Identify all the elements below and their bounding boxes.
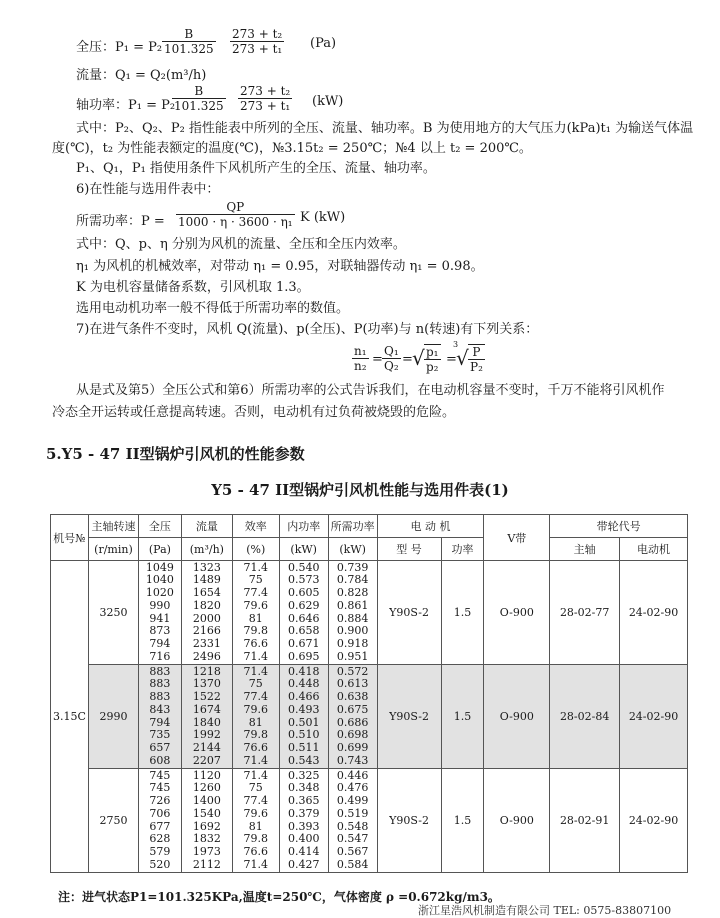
vbelt-cell: O-900 (484, 561, 550, 665)
section-heading: 5.Y5 - 47 II型锅炉引风机的性能参数 (46, 445, 305, 463)
fraction-denominator: 273 + t₁ (232, 42, 283, 56)
header-pressure: 全压 (138, 515, 181, 538)
header-motor-power: 功率 (441, 538, 484, 561)
motor-power-cell: 1.5 (441, 561, 484, 665)
paragraph-line-2: 冷态全开运转或任意提高转速。否则，电动机有过负荷被烧毁的危险。 (52, 405, 456, 420)
fraction-denominator: n₂ (354, 359, 367, 373)
header-machine: 机号№ (51, 515, 89, 561)
text-line-6: η₁ 为风机的机械效率，对带动 η₁ = 0.95，对联轴器传动 η₁ = 0.98。 (76, 259, 484, 274)
table-row (51, 769, 688, 873)
pulley-motor-cell: 24-02-90 (620, 665, 688, 769)
header-motor-model: 型 号 (377, 538, 441, 561)
header-vbelt: V带 (484, 515, 550, 561)
equals-sign: = (372, 352, 383, 367)
pressure-values: 883 883 883 843 794 735 657 608 (138, 665, 181, 769)
cube-root-index: 3 (453, 340, 459, 349)
header-pressure-unit: (Pa) (138, 538, 181, 561)
fraction-numerator: B (184, 27, 194, 41)
text-line-1: 式中：P₂、Q₂、P₂ 指性能表中所列的全压、流量、轴功率。B 为使用地方的大气压力(kPa)t₁ 为输送气体温 (76, 121, 694, 136)
ratio-p (424, 344, 441, 374)
text-line-3: P₁、Q₁，P₁ 指使用条件下风机所产生的全压、流量、轴功率。 (76, 161, 436, 176)
pressure-formula-label: 全压：P₁ = P₂ (76, 40, 163, 55)
motor-model-cell: Y90S-2 (377, 769, 441, 873)
text-line-4: 6)在性能与选用件表中： (76, 182, 220, 197)
paragraph-line-1: 从是式及第5）全压公式和第6）所需功率的公式告诉我们，在电动机容量不变时，千万不能将引风机作 (76, 383, 665, 398)
efficiency-values: 71.4 75 77.4 79.6 81 79.8 76.6 71.4 (232, 665, 279, 769)
internal-power-values: 0.418 0.448 0.466 0.493 0.501 0.510 0.511 0.543 (279, 665, 328, 769)
required-power-values: 0.572 0.613 0.638 0.675 0.686 0.698 0.699 0.743 (328, 665, 377, 769)
machine-number: 3.15C (51, 561, 89, 873)
required-power-values: 0.739 0.784 0.828 0.861 0.884 0.900 0.918 0.951 (328, 561, 377, 665)
ratio-power (468, 344, 485, 374)
header-pulley-main: 主轴 (550, 538, 620, 561)
efficiency-values: 71.4 75 77.4 79.6 81 79.8 76.6 71.4 (232, 561, 279, 665)
sqrt-icon: √ (456, 346, 469, 370)
efficiency-values: 71.4 75 77.4 79.6 81 79.8 76.6 71.4 (232, 769, 279, 873)
text-line-9: 7)在进气条件不变时，风机 Q(流量)、p(全压)、P(功率)与 n(转速)有下列关系： (76, 322, 539, 337)
text-line-8: 选用电动机功率一般不得低于所需功率的数值。 (76, 301, 350, 316)
motor-power-cell: 1.5 (441, 665, 484, 769)
fraction-denominator: 101.325 (164, 42, 214, 56)
speed-cell: 2990 (88, 665, 138, 769)
shaft-unit: (kW) (312, 94, 344, 109)
motor-model-cell: Y90S-2 (377, 561, 441, 665)
fraction-numerator: n₁ (354, 344, 367, 358)
required-power-values: 0.446 0.476 0.499 0.519 0.548 0.547 0.567 0.584 (328, 769, 377, 873)
flow-values: 1218 1370 1522 1674 1840 1992 2144 2207 (181, 665, 232, 769)
header-pulley-motor: 电动机 (620, 538, 688, 561)
header-flow-unit: (m³/h) (181, 538, 232, 561)
header-required-power-unit: (kW) (328, 538, 377, 561)
sqrt-icon: √ (412, 346, 425, 370)
pressure-values: 1049 1040 1020 990 941 873 794 716 (138, 561, 181, 665)
text-line-5: 式中：Q、p、η 分别为风机的流量、全压和全压内效率。 (76, 237, 406, 252)
pressure-fraction-b (162, 27, 216, 56)
pressure-fraction-temp (230, 27, 284, 56)
fraction-denominator: 1000 · η · 3600 · η₁ (178, 215, 293, 229)
fraction-numerator: p₁ (426, 345, 439, 359)
header-speed-unit: (r/min) (88, 538, 138, 561)
ratio-n (352, 344, 369, 373)
shaft-fraction-temp (238, 84, 292, 113)
vbelt-cell: O-900 (484, 665, 550, 769)
flow-values: 1323 1489 1654 1820 2000 2166 2331 2496 (181, 561, 232, 665)
shaft-formula-label: 轴功率：P₁ = P₂ (76, 98, 176, 113)
fraction-numerator: 273 + t₂ (232, 27, 283, 41)
required-formula-tail: K (kW) (300, 210, 346, 225)
fraction-numerator: B (194, 84, 204, 98)
pressure-unit: (Pa) (310, 36, 337, 51)
fraction-denominator: 273 + t₁ (240, 99, 291, 113)
required-formula-label: 所需功率：P = (76, 214, 165, 229)
internal-power-values: 0.325 0.348 0.365 0.379 0.393 0.400 0.414 0.427 (279, 769, 328, 873)
header-speed: 主轴转速 (88, 515, 138, 538)
fraction-numerator: QP (226, 200, 245, 214)
motor-model-cell: Y90S-2 (377, 665, 441, 769)
vbelt-cell: O-900 (484, 769, 550, 873)
fraction-numerator: Q₁ (384, 344, 399, 358)
header-pulley: 带轮代号 (550, 515, 688, 538)
table-row (51, 665, 688, 769)
pulley-main-cell: 28-02-77 (550, 561, 620, 665)
pulley-motor-cell: 24-02-90 (620, 769, 688, 873)
flow-values: 1120 1260 1400 1540 1692 1832 1973 2112 (181, 769, 232, 873)
equals-sign: = (446, 352, 457, 367)
pulley-main-cell: 28-02-84 (550, 665, 620, 769)
header-flow: 流量 (181, 515, 232, 538)
page-footer: 浙江星浩风机制造有限公司 TEL: 0575-83807100 (418, 904, 672, 917)
fraction-denominator: 101.325 (174, 99, 224, 113)
text-line-2: 度(℃)，t₂ 为性能表额定的温度(℃)，№3.15t₂ = 250℃；№4 以上 t₂ = 200℃。 (52, 141, 532, 156)
speed-cell: 3250 (88, 561, 138, 665)
header-required-power: 所需功率 (328, 515, 377, 538)
motor-power-cell: 1.5 (441, 769, 484, 873)
header-efficiency: 效率 (232, 515, 279, 538)
fraction-denominator: P₂ (470, 360, 483, 374)
equals-sign: = (402, 352, 413, 367)
performance-table (50, 514, 688, 873)
ratio-q (382, 344, 401, 373)
pulley-motor-cell: 24-02-90 (620, 561, 688, 665)
shaft-fraction-b (172, 84, 226, 113)
header-efficiency-unit: (%) (232, 538, 279, 561)
table-footnote: 注：进气状态P1=101.325KPa,温度t=250℃，气体密度 ρ =0.672kg/m3。 (58, 890, 500, 904)
header-motor: 电 动 机 (377, 515, 484, 538)
header-internal-power-unit: (kW) (279, 538, 328, 561)
header-internal-power: 内功率 (279, 515, 328, 538)
table-row (51, 561, 688, 665)
table-title: Y5 - 47 II型锅炉引风机性能与选用件表(1) (211, 481, 509, 499)
pulley-main-cell: 28-02-91 (550, 769, 620, 873)
fraction-denominator: Q₂ (384, 359, 399, 373)
flow-formula: 流量：Q₁ = Q₂(m³/h) (76, 68, 207, 83)
fraction-numerator: P (472, 345, 481, 359)
speed-cell: 2750 (88, 769, 138, 873)
required-fraction (176, 200, 295, 229)
fraction-denominator: p₂ (426, 360, 439, 374)
pressure-values: 745 745 726 706 677 628 579 520 (138, 769, 181, 873)
fraction-numerator: 273 + t₂ (240, 84, 291, 98)
internal-power-values: 0.540 0.573 0.605 0.629 0.646 0.658 0.671 0.695 (279, 561, 328, 665)
text-line-7: K 为电机容量储备系数，引风机取 1.3。 (76, 280, 310, 295)
